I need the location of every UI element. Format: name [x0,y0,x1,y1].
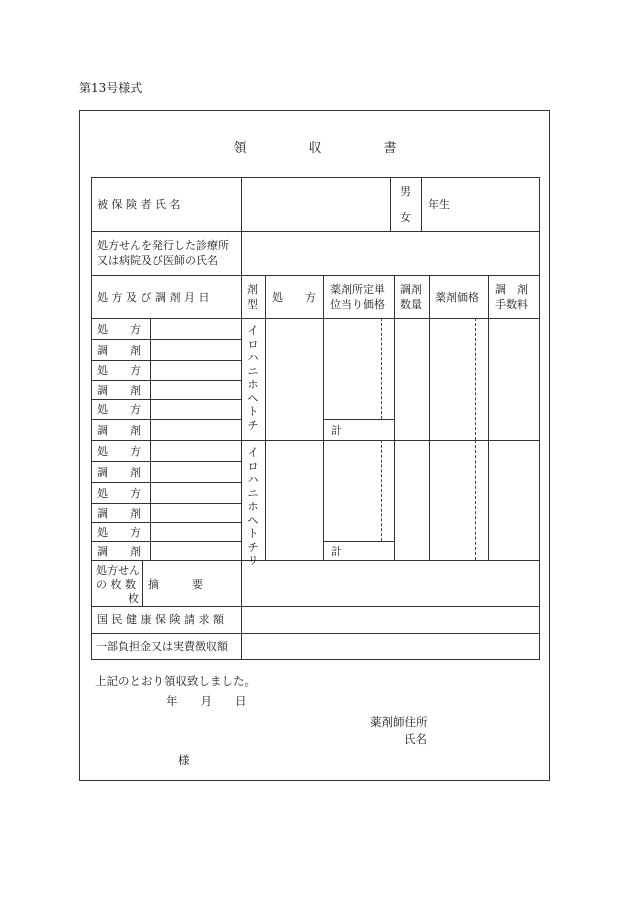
row-label: 処 方 [97,526,141,539]
drug-price-header: 薬剤価格 [435,291,479,304]
receipt-date-line: 年 月 日 [166,694,247,708]
date-header: 処 方 及 び 調 剤 月 日 [97,291,210,304]
row-label: 処 方 [97,445,141,458]
row-label: 調 剤 [97,466,141,479]
fee-header-2: 手数料 [495,298,528,311]
quantity-header-2: 数量 [400,298,422,311]
title-char-1: 領 [233,141,247,156]
prescription-header: 処 方 [272,291,316,304]
dosage-form-header-2: 型 [247,298,258,311]
pharmacist-address-label: 薬剤師住所 [370,715,428,729]
subtotal-label-2: 計 [331,545,342,558]
row-label: 処 方 [97,364,141,377]
unit-price-header-1: 薬剤所定単 [330,283,385,296]
addressee-suffix: 様 [178,753,190,767]
row-label: 調 剤 [97,424,141,437]
birth-year-label: 年生 [428,198,450,211]
row-label: 処 方 [97,403,141,416]
receipt-table [91,177,540,660]
quantity-header-1: 調剤 [400,283,422,296]
row-label: 調 剤 [97,507,141,520]
row-label: 調 剤 [97,545,141,558]
count-label-line1: 処方せん [96,564,140,577]
subtotal-label-1: 計 [331,424,342,437]
count-label-line2: の 枚 数 [96,578,136,591]
summary-label: 摘 要 [148,578,203,591]
issuer-label-line2: 又は病院及び医師の氏名 [97,254,218,267]
row-label: 調 剤 [97,384,141,397]
dosage-codes-group2: イ ロ ハ ニ ホ ヘ ト チ リ [247,446,259,567]
row-label: 処 方 [97,323,141,336]
sex-male-label: 男 [400,185,411,198]
count-unit: 枚 [128,592,139,605]
receipt-statement: 上記のとおり領収致しました。 [95,674,256,688]
sex-female-label: 女 [400,211,411,224]
dosage-form-header-1: 剤 [247,283,258,296]
insurance-claim-label: 国 民 健 康 保 険 請 求 額 [97,613,224,626]
title-char-3: 書 [383,141,397,156]
issuer-label-line1: 処方せんを発行した診療所 [97,239,229,252]
document-title [0,137,630,156]
title-char-2: 収 [308,141,322,156]
fee-header-1: 調 剤 [495,283,528,296]
form-number: 第13号様式 [79,81,143,95]
insured-name-label: 被 保 険 者 氏 名 [97,198,181,211]
row-label: 処 方 [97,487,141,500]
row-label: 調 剤 [97,344,141,357]
unit-price-header-2: 位当り価格 [330,298,385,311]
pharmacist-name-label: 氏名 [404,732,427,746]
copay-label: 一部負担金又は実費徴収額 [96,640,228,653]
dosage-codes-group1: イ ロ ハ ニ ホ ヘ ト チ [247,324,259,432]
